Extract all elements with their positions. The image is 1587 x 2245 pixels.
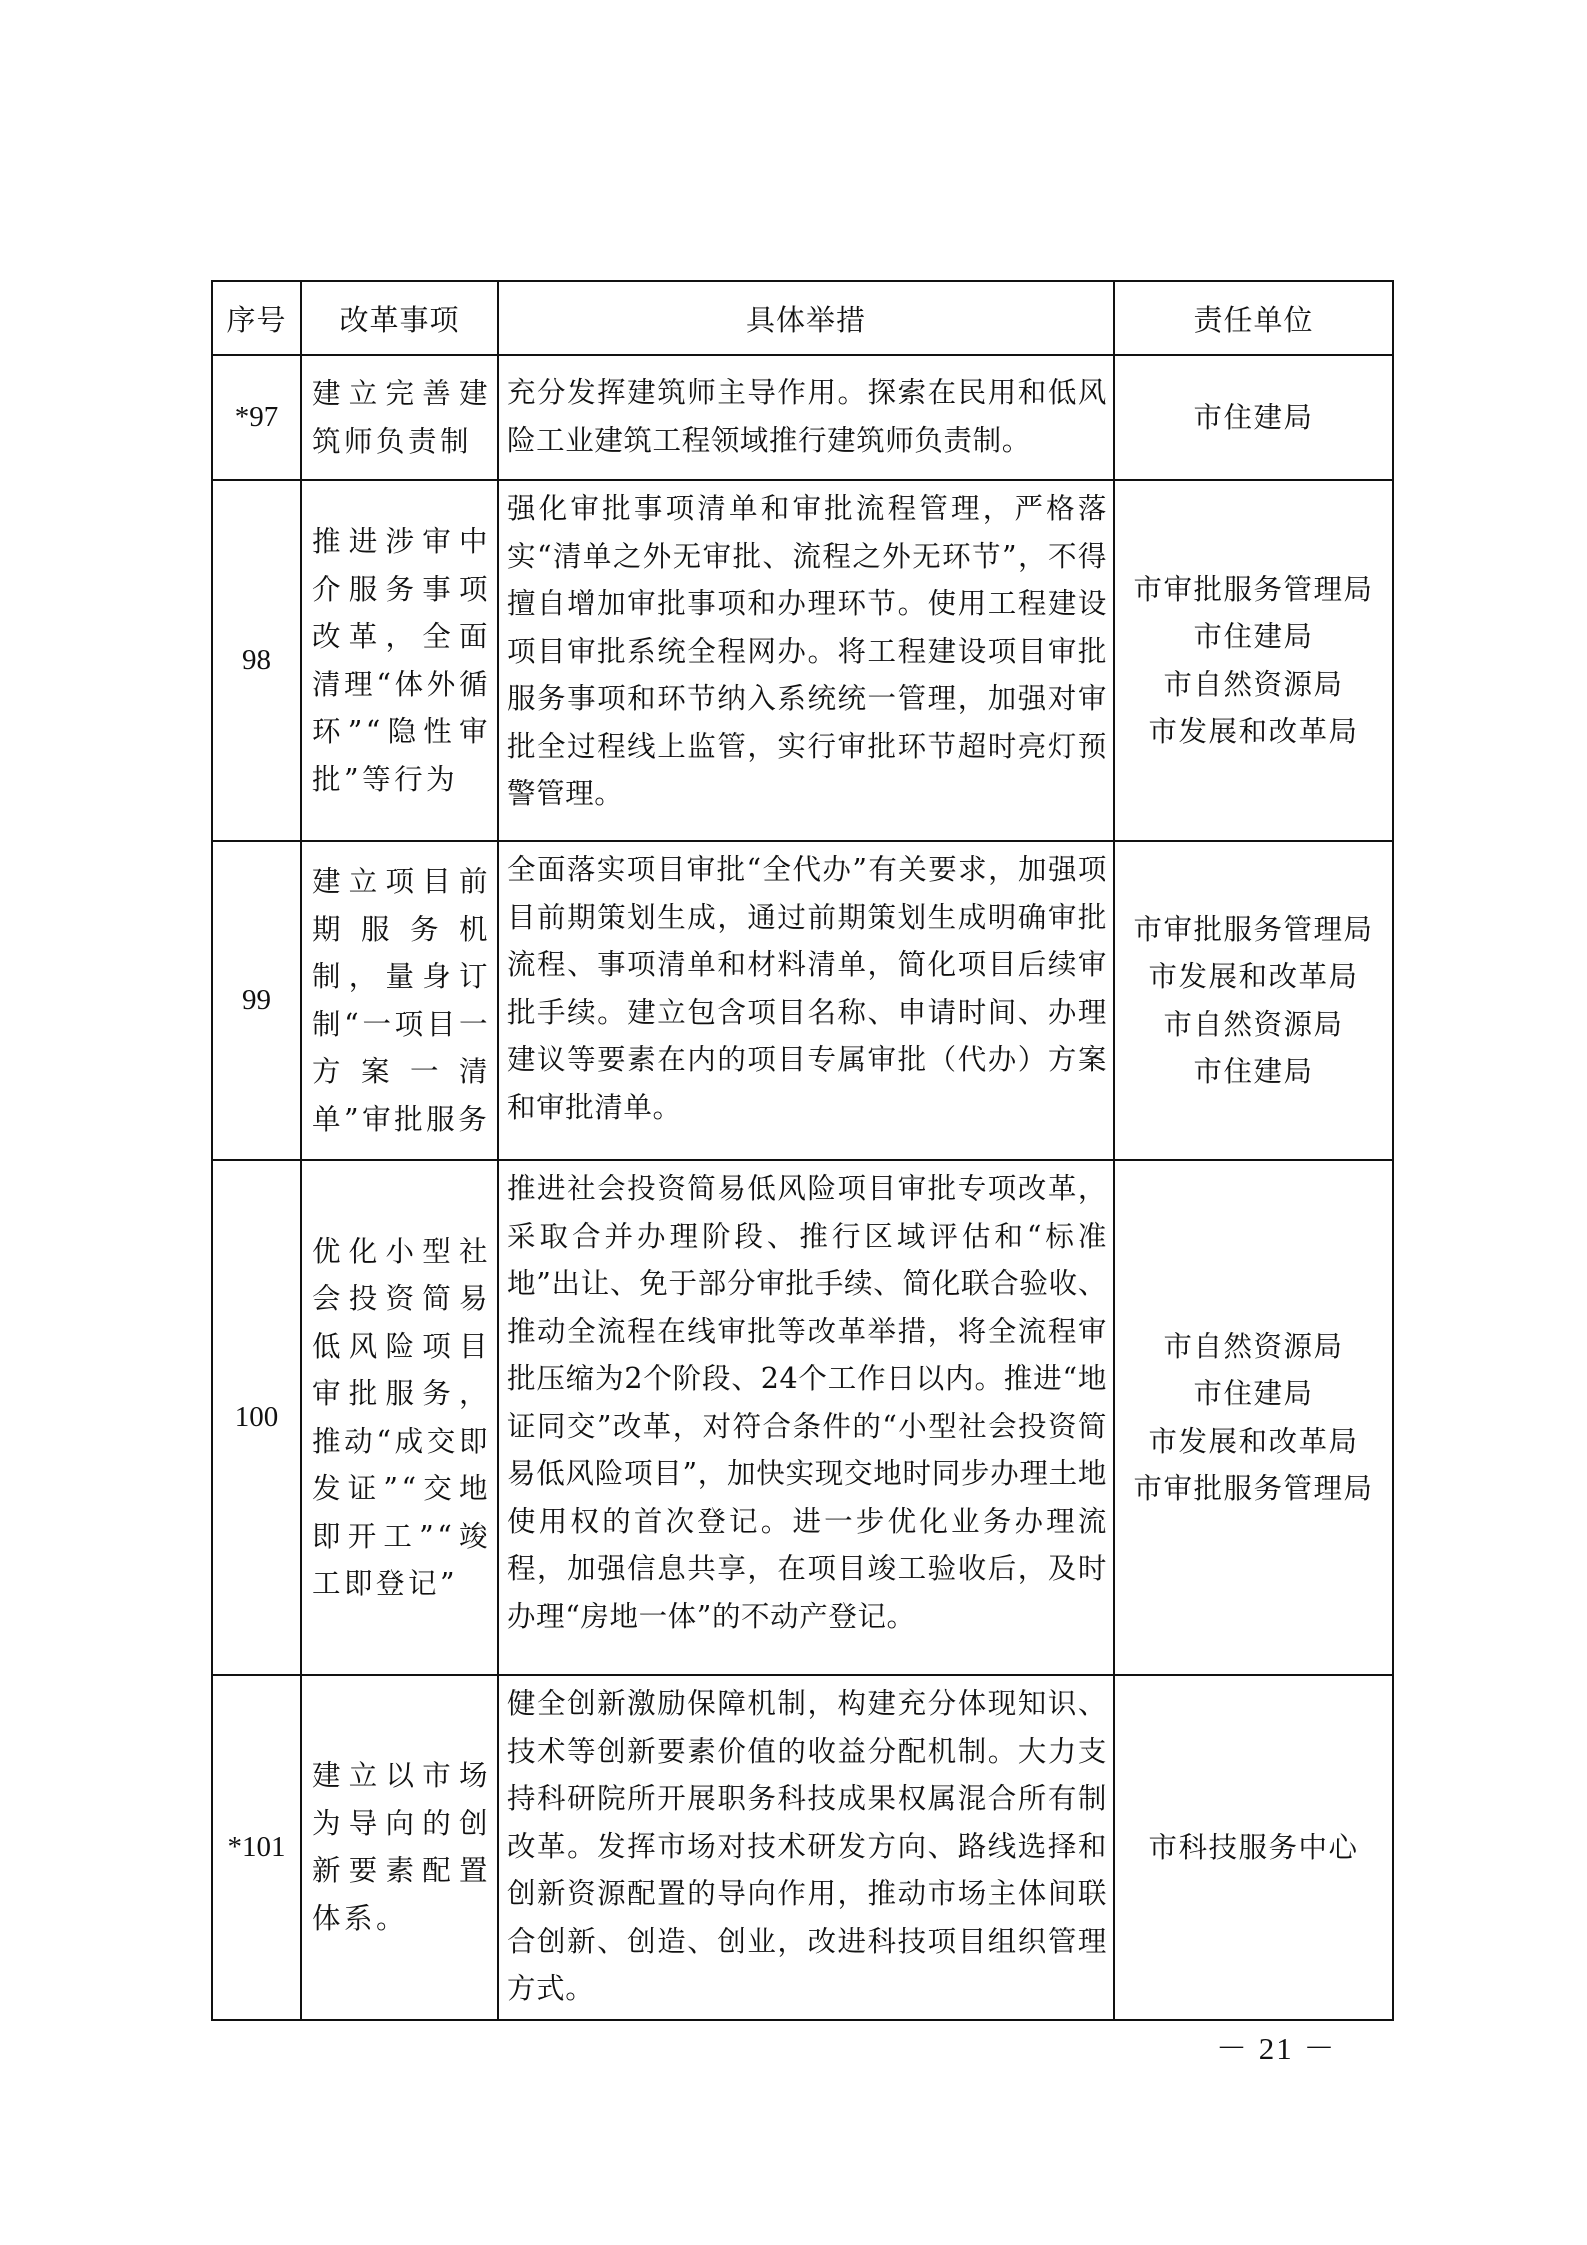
responsible-unit: 市自然资源局 (1163, 1007, 1344, 1041)
responsible-unit: 市发展和改革局 (1148, 715, 1359, 748)
table-row (212, 1160, 1393, 1675)
header-item: 改革事项 (301, 281, 498, 355)
table-header-row (212, 281, 1393, 355)
responsible-unit: 市发展和改革局 (1148, 1424, 1359, 1458)
reform-measure: 推进社会投资简易低风险项目审批专项改革，采取合并办理阶段、推行区域评估和“标准地”出让、免于部分审批手续、简化联合验收、推动全流程在线审批等改革举措，将全流程审批压缩为2个阶段、24个工作日以内。推进“地证同交”改革，对符合条件的“小型社会投资简易低风险项目”，加快实现交地时同步办理土地使用权的首次登记。进一步优化业务办理流程，加强信息共享，在项目竣工验收后，及时办理“房地一体”的不动产登记。 (498, 1160, 1114, 1675)
reform-item: 建立以市场为导向的创新要素配置体系。 (301, 1675, 498, 2020)
responsible-unit: 市审批服务管理局 (1133, 1472, 1374, 1505)
table-row (212, 1675, 1393, 2020)
reform-item: 推进涉审中介服务事项改革，全面清理“体外循环”“隐性审批”等行为 (301, 480, 498, 841)
responsible-units (1114, 355, 1393, 480)
responsible-unit: 市审批服务管理局 (1133, 912, 1374, 946)
responsible-unit: 市住建局 (1193, 400, 1314, 434)
responsible-unit: 市自然资源局 (1163, 667, 1344, 701)
responsible-unit: 市发展和改革局 (1148, 960, 1359, 993)
row-number: 99 (212, 841, 301, 1160)
reform-item: 建立项目前期服务机制，量身订制“一项目一方案一清单”审批服务 (301, 841, 498, 1160)
header-measure: 具体举措 (498, 281, 1114, 355)
responsible-unit: 市自然资源局 (1163, 1329, 1344, 1363)
reform-measure: 充分发挥建筑师主导作用。探索在民用和低风险工业建筑工程领域推行建筑师负责制。 (498, 355, 1114, 480)
table-row (212, 480, 1393, 841)
row-number: 100 (212, 1160, 301, 1675)
responsible-unit: 市住建局 (1193, 1055, 1314, 1088)
responsible-units (1114, 480, 1393, 841)
responsible-unit: 市审批服务管理局 (1133, 572, 1374, 606)
reform-item: 优化小型社会投资简易低风险项目审批服务，推动“成交即发证”“交地即开工”“竣工即登记” (301, 1160, 498, 1675)
header-unit: 责任单位 (1114, 281, 1393, 355)
table-row (212, 841, 1393, 1160)
reform-item: 建立完善建筑师负责制 (301, 355, 498, 480)
responsible-units (1114, 1160, 1393, 1675)
responsible-unit: 市住建局 (1193, 620, 1314, 653)
row-number: *97 (212, 355, 301, 480)
responsible-unit: 市科技服务中心 (1148, 1830, 1359, 1864)
page-number: － 21 － (1216, 2031, 1337, 2066)
responsible-units (1114, 1675, 1393, 2020)
table-row (212, 355, 1393, 480)
reform-measure: 全面落实项目审批“全代办”有关要求，加强项目前期策划生成，通过前期策划生成明确审批流程、事项清单和材料清单，简化项目后续审批手续。建立包含项目名称、申请时间、办理建议等要素在内的项目专属审批（代办）方案和审批清单。 (498, 841, 1114, 1160)
header-no: 序号 (212, 281, 301, 355)
responsible-units (1114, 841, 1393, 1160)
reform-measure: 健全创新激励保障机制，构建充分体现知识、技术等创新要素价值的收益分配机制。大力支持科研院所开展职务科技成果权属混合所有制改革。发挥市场对技术研发方向、路线选择和创新资源配置的导向作用，推动市场主体间联合创新、创造、创业，改进科技项目组织管理方式。 (498, 1675, 1114, 2020)
responsible-unit: 市住建局 (1193, 1377, 1314, 1410)
reform-measure: 强化审批事项清单和审批流程管理，严格落实“清单之外无审批、流程之外无环节”，不得擅自增加审批事项和办理环节。使用工程建设项目审批系统全程网办。将工程建设项目审批服务事项和环节纳入系统统一管理，加强对审批全过程线上监管，实行审批环节超时亮灯预警管理。 (498, 480, 1114, 841)
row-number: 98 (212, 480, 301, 841)
reform-table (211, 280, 1394, 2021)
row-number: *101 (212, 1675, 301, 2020)
